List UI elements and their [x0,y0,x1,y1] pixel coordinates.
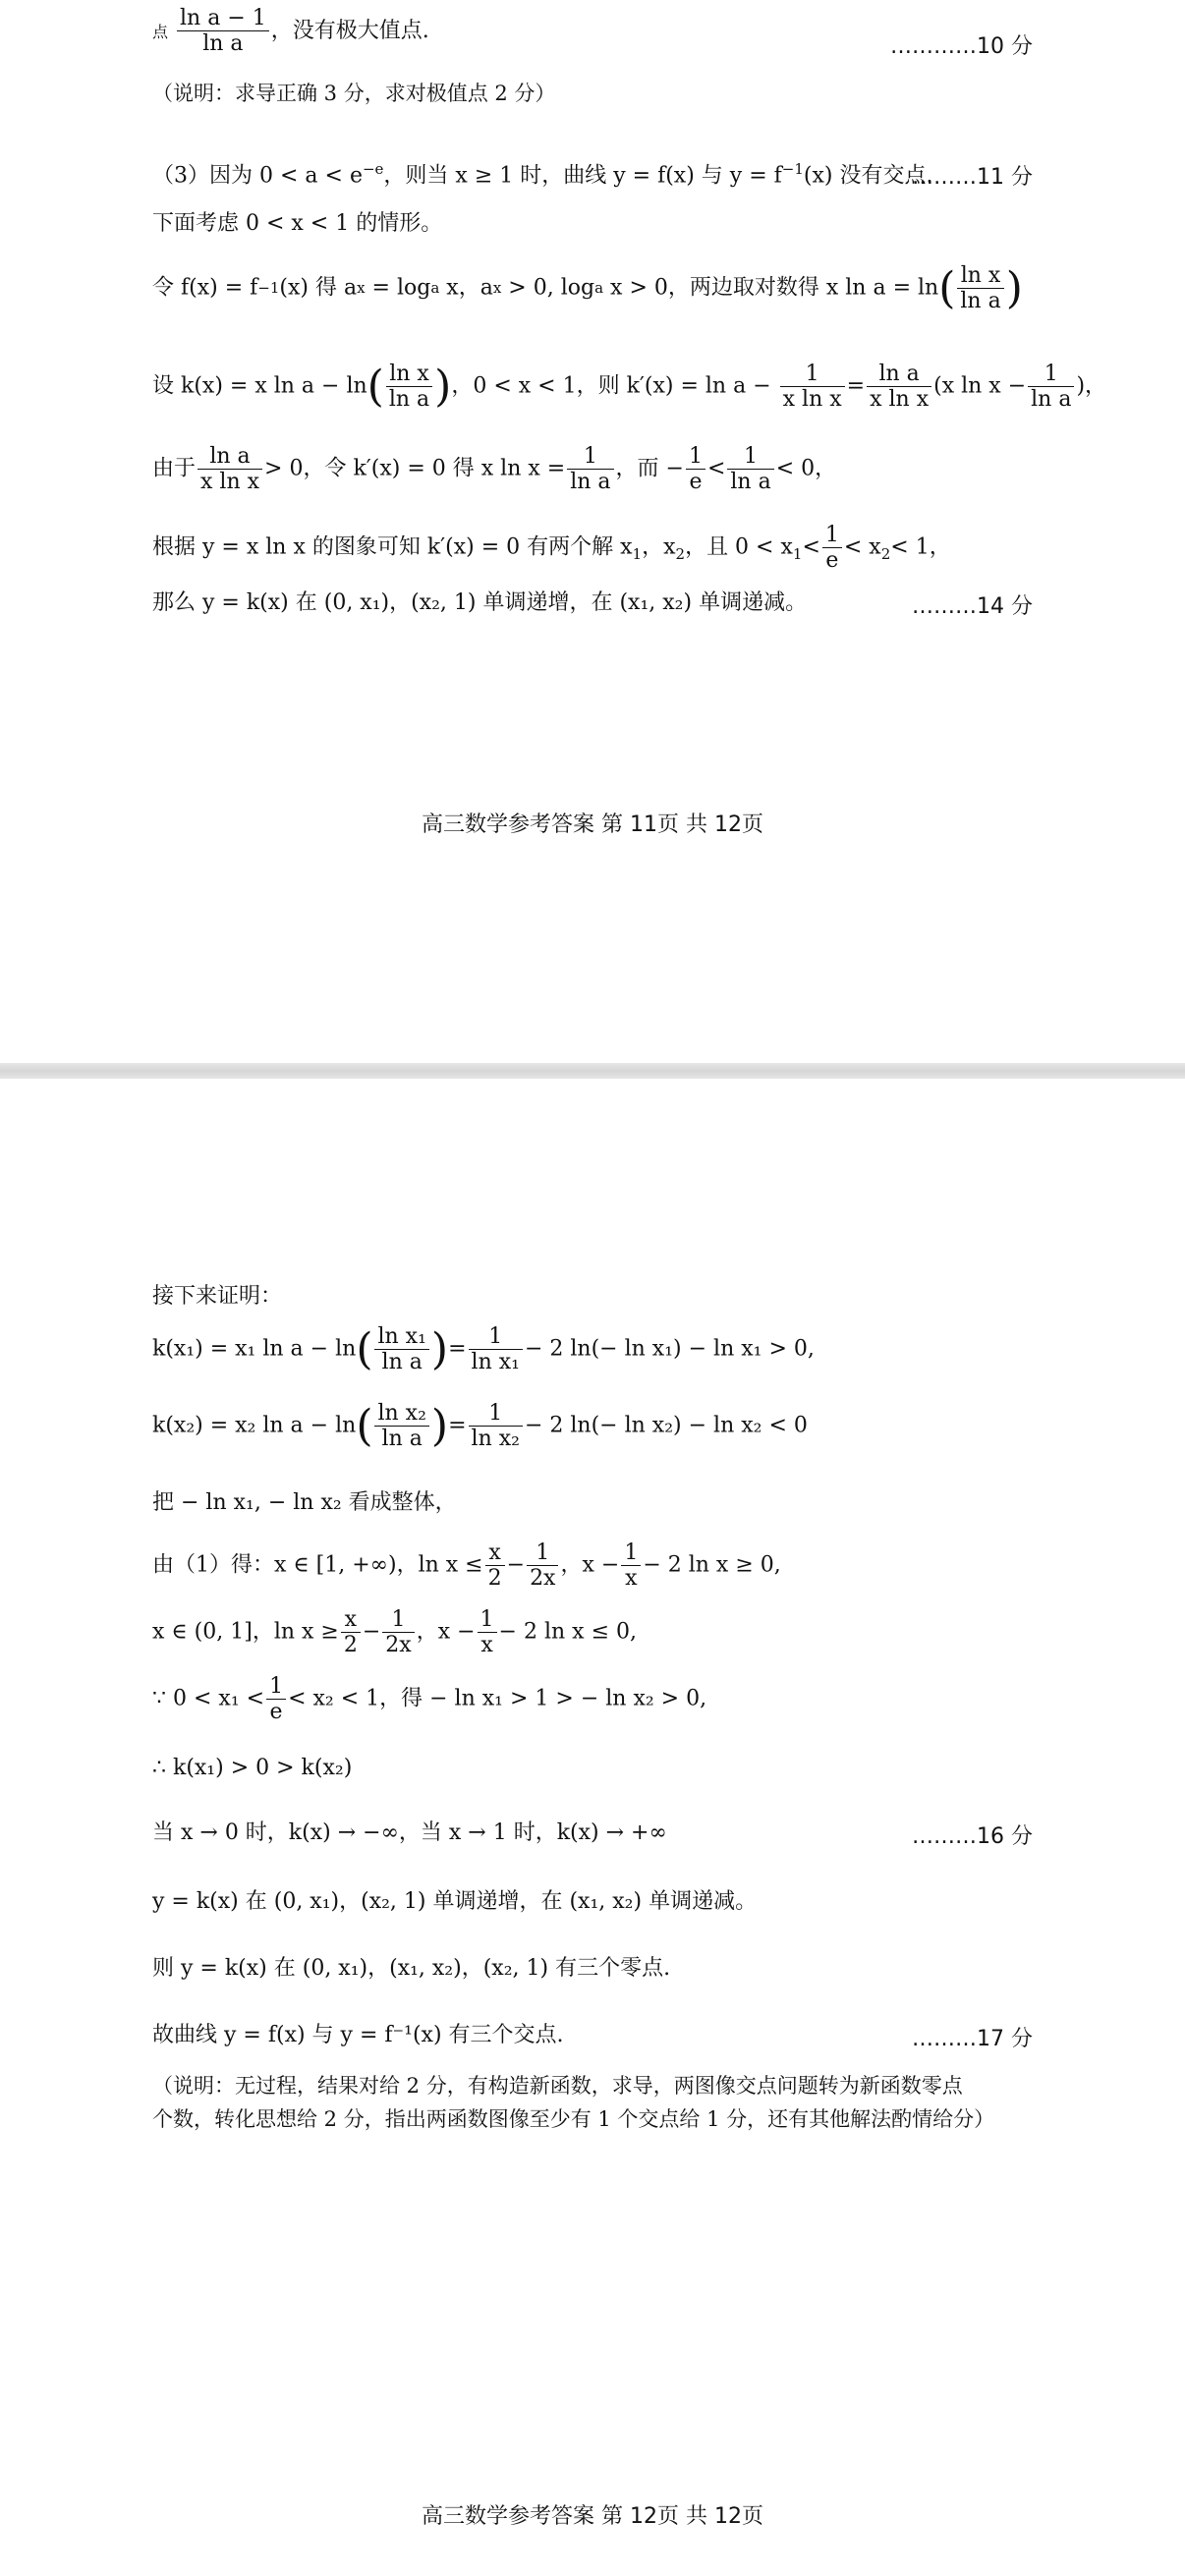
fraction [485,1540,505,1592]
numerator: x [341,1607,361,1633]
from-part1-a [152,1540,1038,1592]
text-fragment: 令 f(x) = f [152,275,258,301]
text-fragment: x > 0，两边取对数得 x ln a = ln [603,275,939,301]
denominator: 2x [530,1566,556,1592]
numerator: ln x₁ [374,1324,428,1350]
text-fragment: x ∈ (0, 1]，ln x ≥ [152,1619,339,1645]
text-fragment: < x [843,534,881,560]
minus: − [506,1552,526,1578]
paren-close: ) [430,1323,449,1374]
fraction [567,444,613,495]
numerator: 1 [822,523,842,548]
since-line [152,444,1038,495]
equals: = [846,373,866,399]
text-fragment: < [802,534,820,560]
paren-close: ) [1005,262,1023,313]
text-fragment: （3）因为 0 < a < e [152,163,363,189]
numerator: 1 [567,444,613,470]
subscript: 1 [632,545,643,564]
subscript: 2 [880,545,891,564]
therefore-line: ∴ k(x₁) > 0 > k(x₂) [152,1756,353,1780]
text-fragment: ，x − [560,1552,620,1578]
text-fragment: 根据 y = x ln x 的图象可知 k′(x) = 0 有两个解 x [152,534,633,560]
denominator: x [625,1566,638,1592]
numerator: ln a [198,444,262,470]
fraction [386,362,432,413]
numerator: ln a [867,362,931,387]
text-fragment: < 1， [890,534,951,560]
fraction [1028,362,1074,413]
numerator: ln x₂ [374,1401,428,1427]
graph-line [152,523,1038,574]
k-x1-line [152,1324,1038,1375]
score-14: ………14 分 [912,594,1033,619]
denominator: e [825,548,839,574]
page-separator [0,1063,1185,1079]
subscript: 1 [792,545,803,564]
denominator: ln a [1031,387,1072,413]
numerator: 1 [727,444,773,470]
score-11: ………11 分 [912,165,1033,190]
text-fragment: 点 [152,22,169,41]
score-17: ………17 分 [912,2027,1033,2051]
denominator: ln x₂ [471,1427,520,1452]
treat-whole: 把 − ln x₁, − ln x₂ 看成整体， [152,1490,457,1515]
paren-close: ) [430,1400,449,1451]
numerator: 1 [382,1607,414,1633]
denominator: 2 [487,1566,502,1592]
score-10: …………10 分 [890,34,1033,59]
denominator: e [689,470,703,495]
conclusion-line: 故曲线 y = f(x) 与 y = f⁻¹(x) 有三个交点. [152,2023,564,2047]
text-fragment: < [706,456,726,481]
next-proof: 接下来证明： [152,1284,283,1309]
numerator: ln x [386,362,432,387]
fraction [469,1401,523,1452]
numerator: 1 [780,362,845,387]
text-fragment: > 0, log [501,275,595,301]
numerator: 1 [266,1674,286,1700]
text-fragment: (x) 没有交点. [803,163,933,189]
denominator: e [269,1700,283,1725]
text-fragment: > 0，令 k′(x) = 0 得 x ln x = [264,456,566,481]
numerator: ln a − 1 [177,6,269,31]
denominator: ln a [381,1350,423,1375]
fraction [686,444,705,495]
paren-close: ) [434,361,452,412]
text-fragment: ，而 − [615,456,684,481]
fraction [266,1674,286,1725]
fraction [341,1607,361,1658]
denominator: 2 [343,1633,358,1658]
numerator: 1 [621,1540,641,1566]
answer-page-12 [0,1079,1185,2576]
set-equation [152,263,1038,314]
monotonic-line: 那么 y = k(x) 在 (0, x₁)，(x₂, 1) 单调递增，在 (x₁, x₂) 单调递减。 [152,590,808,615]
fraction [177,6,269,57]
page-footer: 高三数学参考答案 第 12页 共 12页 [422,2504,763,2529]
text-fragment: < x₂ < 1，得 − ln x₁ > 1 > − ln x₂ > 0, [288,1686,707,1711]
denominator: ln a [381,1427,423,1452]
exponent: −1 [781,160,804,178]
text-fragment: 由（1）得：x ∈ [1, +∞)，ln x ≤ [152,1552,483,1578]
text-fragment: ，没有极大值点. [270,18,429,43]
k-x2-line [152,1401,1038,1452]
fraction [867,362,931,413]
numerator: x [485,1540,505,1566]
score-16: ………16 分 [912,1824,1033,1849]
fraction [822,523,842,574]
text-fragment: x，a [439,275,493,301]
subscript: 2 [675,545,686,564]
k-definition [152,361,1107,413]
denominator: 2x [385,1633,412,1658]
text-fragment: − 2 ln x ≤ 0, [498,1619,637,1645]
note-derivative: （说明：求导正确 3 分，求对极值点 2 分） [152,82,556,105]
monotonic-line: y = k(x) 在 (0, x₁)，(x₂, 1) 单调递增，在 (x₁, x₂) 单调递减。 [152,1889,758,1914]
text-fragment: ，则当 x ≥ 1 时，曲线 y = f(x) 与 y = f [383,163,782,189]
part3-intro [152,160,1038,191]
text-fragment: ，0 < x < 1，则 k′(x) = ln a − [451,373,771,399]
because-line [152,1674,1038,1725]
text-fragment: k(x₁) = x₁ ln a − ln [152,1336,357,1362]
equals: = [448,1336,467,1362]
fraction [198,444,262,495]
consider-case: 下面考虑 0 < x < 1 的情形。 [152,211,443,236]
denominator: x ln x [782,387,842,413]
fraction [374,1401,428,1452]
text-fragment: k(x₂) = x₂ ln a − ln [152,1413,357,1438]
numerator: 1 [469,1324,523,1350]
text-fragment: < 0， [775,456,837,481]
note-line-1: （说明：无过程，结果对给 2 分，有构造新函数，求导，两图像交点问题转为新函数零点 [152,2074,963,2098]
fraction [382,1607,414,1658]
denominator: ln a [570,470,611,495]
text-fragment: ，x − [416,1619,476,1645]
fraction [727,444,773,495]
text-fragment: )， [1076,373,1107,399]
paren-open: ( [356,1323,373,1374]
text-fragment: (x ln x − [933,373,1027,399]
denominator: x ln x [870,387,930,413]
numerator: 1 [478,1607,497,1633]
fraction [527,1540,558,1592]
numerator: 1 [1028,362,1074,387]
denominator: ln a [202,31,244,57]
answer-page-11 [0,0,1185,1063]
numerator: ln x [957,263,1003,289]
paren-open: ( [356,1400,373,1451]
text-fragment: ，x [642,534,676,560]
numerator: 1 [527,1540,558,1566]
equals: = [448,1413,467,1438]
denominator: x ln x [200,470,260,495]
limit-line: 当 x → 0 时，k(x) → −∞，当 x → 1 时，k(x) → +∞ [152,1820,667,1845]
fraction [478,1607,497,1658]
denominator: ln a [730,470,771,495]
denominator: ln x₁ [471,1350,520,1375]
text-fragment: (x) 得 a [279,275,358,301]
paren-open: ( [938,262,956,313]
text-fragment: ，且 0 < x [685,534,793,560]
text-fragment: ∵ 0 < x₁ < [152,1686,265,1711]
exponent: −1 [257,279,280,298]
text-fragment: 由于 [152,456,197,481]
fraction [957,263,1003,314]
zeros-line: 则 y = k(x) 在 (0, x₁)，(x₁, x₂)，(x₂, 1) 有三个零点. [152,1956,671,1981]
fraction [374,1324,428,1375]
subscript: a [594,279,604,298]
text-fragment: = log [365,275,431,301]
paren-open: ( [367,361,384,412]
text-fragment: − 2 ln(− ln x₂) − ln x₂ < 0 [524,1413,808,1438]
note-line-2: 个数，转化思想给 2 分，指出两函数图像至少有 1 个交点给 1 分，还有其他解法酌情给分） [152,2107,995,2131]
fraction [621,1540,641,1592]
numerator: 1 [469,1401,523,1427]
page-footer: 高三数学参考答案 第 11页 共 12页 [422,812,763,837]
text-fragment: − 2 ln(− ln x₁) − ln x₁ > 0, [524,1336,815,1362]
text-fragment: − 2 ln x ≥ 0, [643,1552,781,1578]
exponent: x [492,279,502,298]
denominator: ln a [960,289,1001,314]
exponent: x [357,279,366,298]
from-part1-b [152,1607,1038,1658]
denominator: x [480,1633,493,1658]
text-fragment: 设 k(x) = x ln a − ln [152,373,367,399]
exponent: −e [362,160,384,178]
denominator: ln a [388,387,430,413]
numerator: 1 [686,444,705,470]
fraction [469,1324,523,1375]
minus: − [362,1619,381,1645]
subscript: a [430,279,440,298]
fraction [780,362,845,413]
